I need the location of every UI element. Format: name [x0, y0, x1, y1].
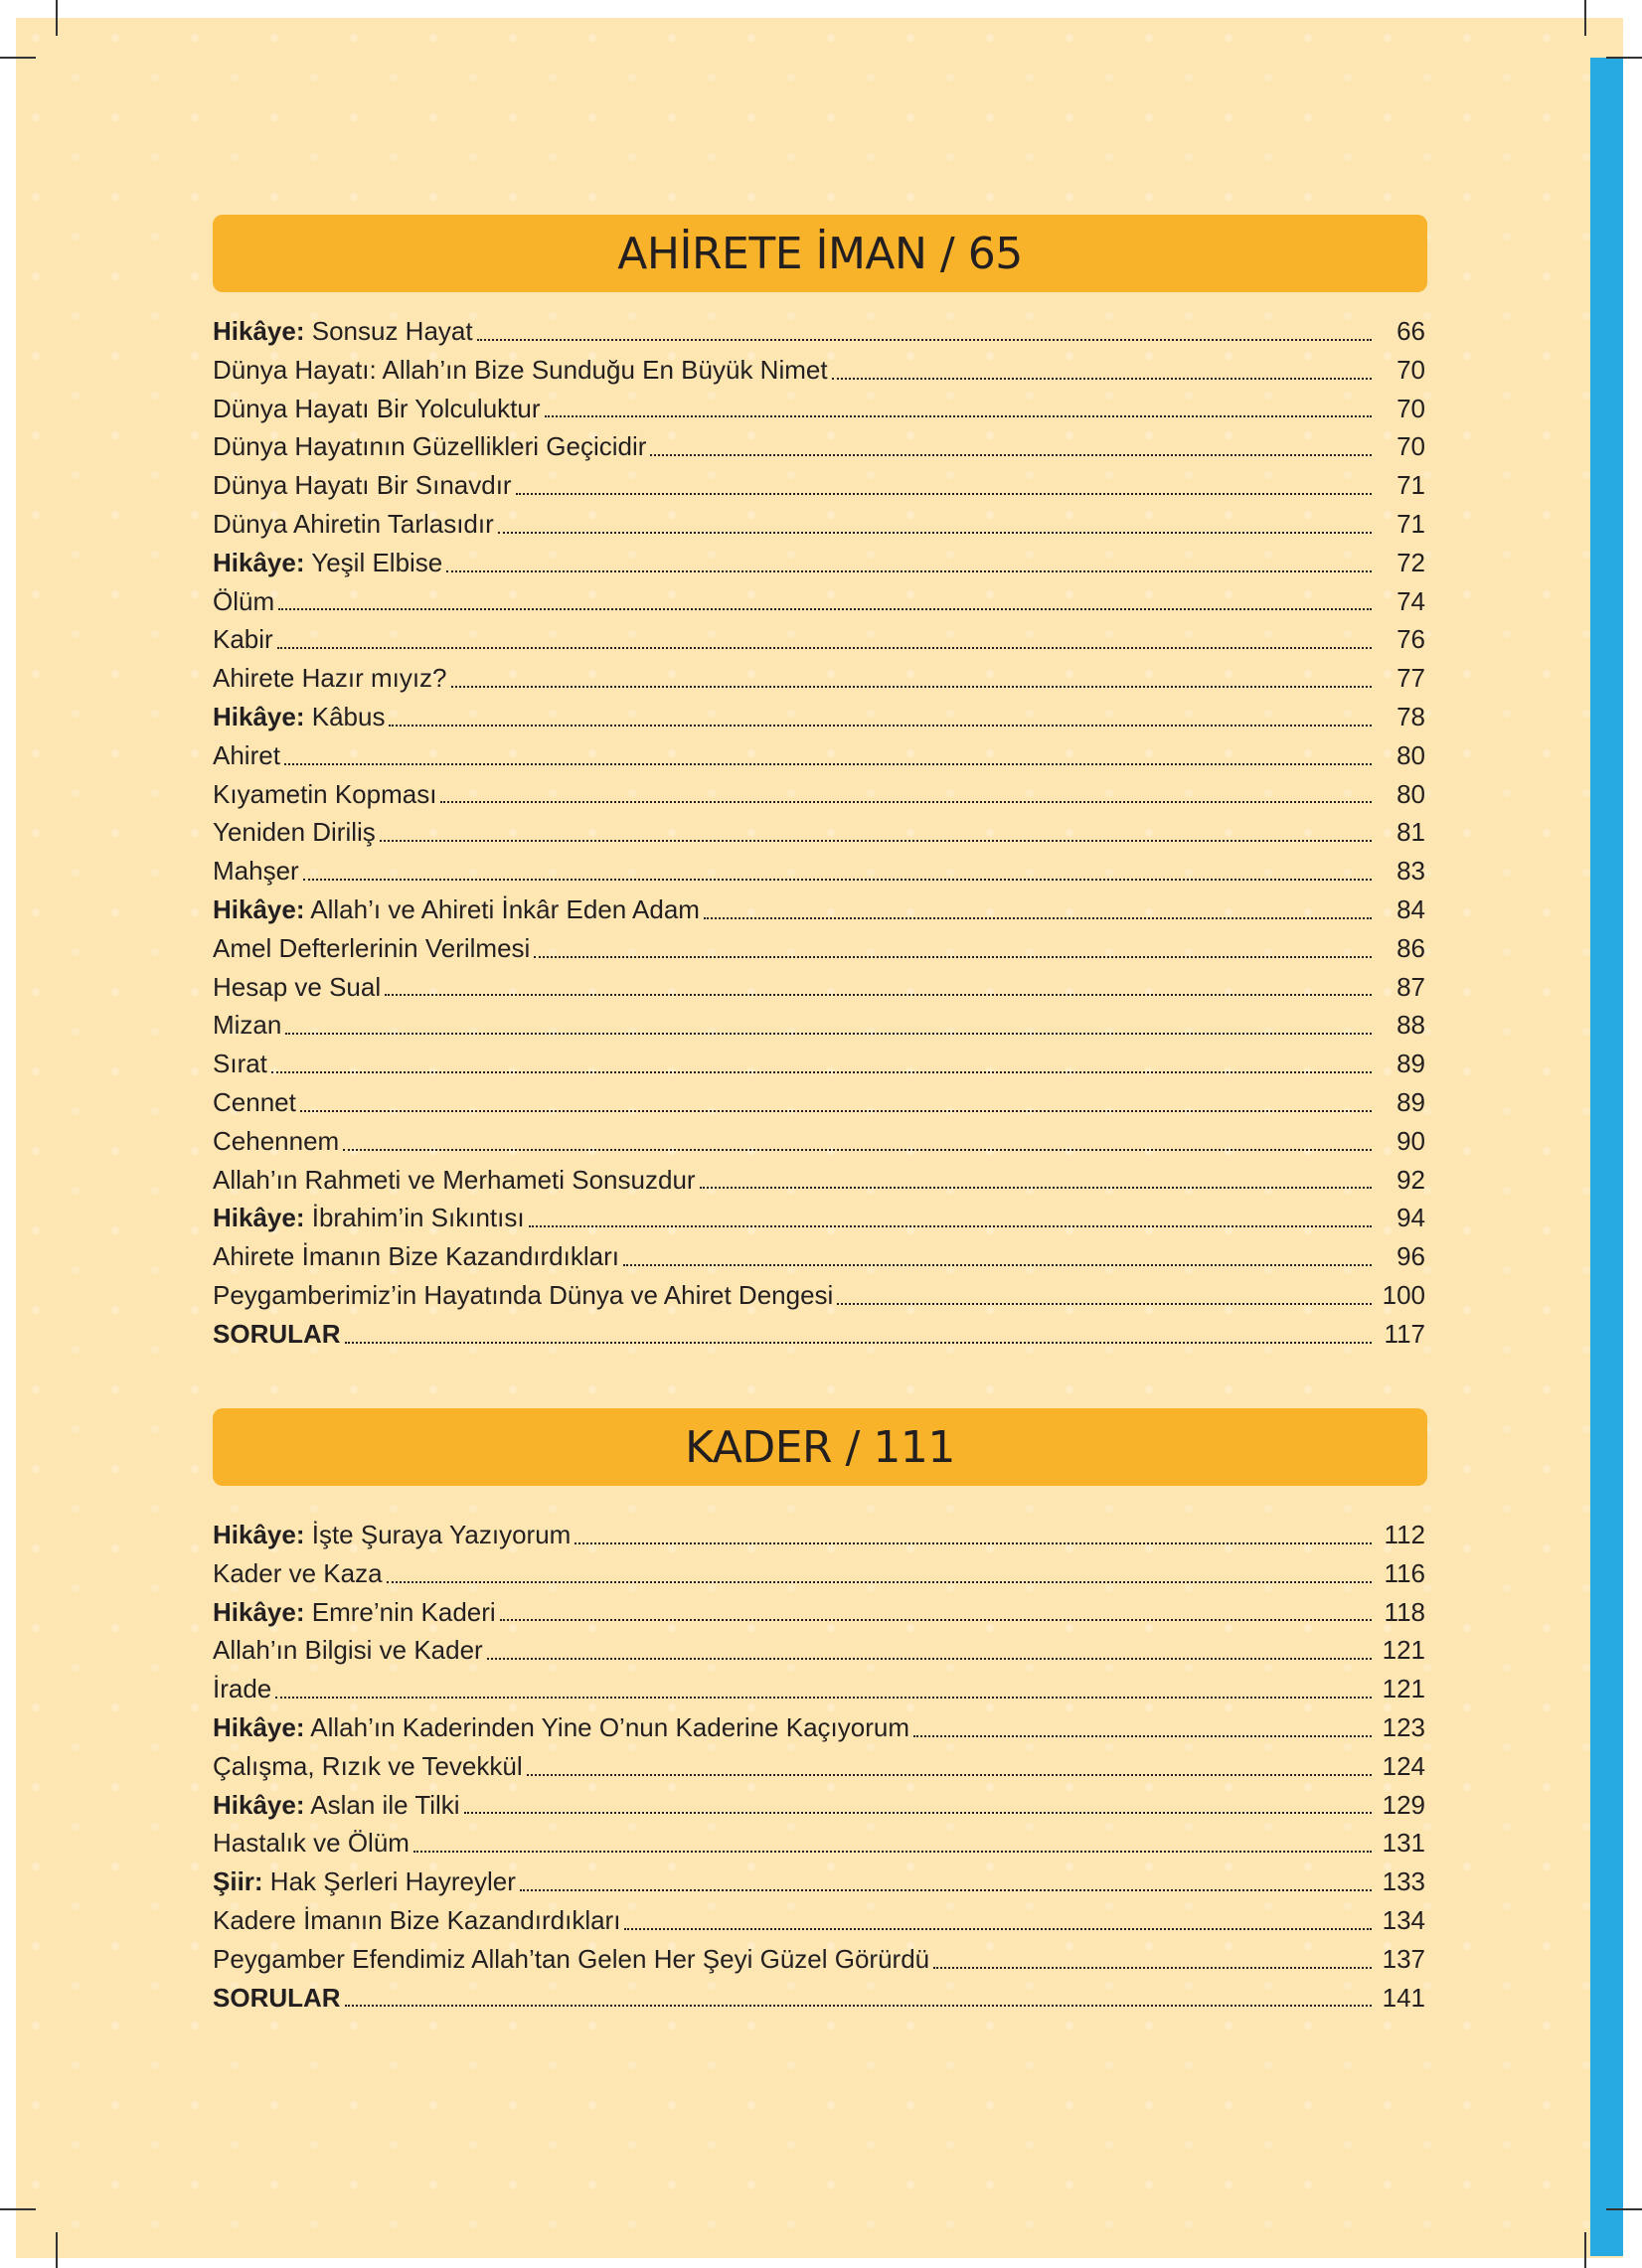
leader-dots	[451, 686, 1372, 688]
toc-entry-label	[213, 1786, 460, 1825]
toc-entry-label	[213, 891, 700, 929]
leader-dots	[277, 647, 1372, 649]
toc-entry-title: Ahirete İmanın Bize Kazandırdıkları	[213, 1241, 619, 1272]
toc-entry-page-number: 81	[1396, 817, 1425, 848]
toc-entry-title: Dünya Hayatı Bir Yolculuktur	[213, 393, 541, 423]
toc-entry-label	[213, 1516, 571, 1554]
toc-entry	[213, 1161, 1425, 1200]
toc-list-kader	[213, 1516, 1425, 2017]
toc-entry-title: Yeşil Elbise	[304, 547, 443, 577]
toc-entry-label	[213, 1122, 339, 1161]
toc-entry-label	[213, 736, 280, 775]
toc-entry-title: Ahirete Hazır mıyız?	[213, 663, 447, 694]
toc-entry-title: Sonsuz Hayat	[304, 316, 473, 346]
toc-entry-title: Mahşer	[213, 856, 299, 887]
toc-entry-title: Sırat	[213, 1049, 267, 1079]
toc-entry-label	[213, 968, 381, 1007]
toc-entry-page-number: 131	[1382, 1828, 1425, 1859]
toc-entry-label	[213, 1631, 483, 1670]
leader-dots	[527, 1774, 1372, 1776]
toc-entry	[213, 1276, 1425, 1315]
toc-entry	[213, 736, 1425, 775]
toc-entry-page-number: 134	[1382, 1904, 1425, 1935]
toc-entry	[213, 390, 1425, 428]
toc-entry-label	[213, 312, 473, 351]
leader-dots	[345, 1342, 1372, 1344]
toc-entry-title: Amel Defterlerinin Verilmesi	[213, 932, 531, 963]
crop-mark	[0, 2208, 36, 2210]
toc-entry	[213, 351, 1425, 390]
toc-entry	[213, 1901, 1425, 1940]
toc-entry-title: Emre’nin Kaderi	[304, 1596, 496, 1627]
toc-entry-title: Ahiret	[213, 739, 280, 770]
leader-dots	[623, 1264, 1372, 1266]
toc-entry-prefix: Hikâye:	[213, 1203, 305, 1233]
toc-entry-prefix: Hikâye:	[213, 1520, 305, 1549]
leader-dots	[529, 1225, 1372, 1227]
toc-entry-page-number: 123	[1382, 1711, 1425, 1742]
toc-entry-page-number: 96	[1396, 1241, 1425, 1272]
toc-entry-prefix: Hikâye:	[213, 316, 305, 346]
toc-entry	[213, 582, 1425, 621]
toc-entry-page-number: 117	[1384, 1318, 1425, 1349]
leader-dots	[285, 1033, 1372, 1035]
toc-entry-label	[213, 1940, 929, 1979]
toc-entry-label	[213, 1708, 909, 1747]
leader-dots	[464, 1812, 1372, 1814]
toc-entry-title: Peygamberimiz’in Hayatında Dünya ve Ahiret Dengesi	[213, 1279, 834, 1310]
toc-entry-title: Yeniden Diriliş	[213, 817, 376, 848]
section-title: KADER / 111	[685, 1421, 955, 1473]
toc-entry-page-number: 88	[1396, 1010, 1425, 1041]
toc-entry-prefix: Hikâye:	[213, 1711, 305, 1742]
toc-entry-title: Çalışma, Rızık ve Tevekkül	[213, 1750, 523, 1781]
toc-entry-title: Mizan	[213, 1010, 282, 1041]
toc-entry-page-number: 71	[1396, 508, 1425, 539]
toc-entry-page-number: 72	[1396, 547, 1425, 577]
leader-dots	[624, 1928, 1372, 1930]
toc-entry-label	[213, 813, 376, 852]
toc-entry-label	[213, 390, 541, 428]
toc-entry	[213, 427, 1425, 466]
section-title: AHİRETE İMAN / 65	[617, 228, 1023, 279]
toc-entry	[213, 1122, 1425, 1161]
toc-entry-label	[213, 582, 274, 621]
leader-dots	[345, 2005, 1372, 2007]
toc-entry-title: Ölüm	[213, 585, 275, 616]
toc-entry-title: Cennet	[213, 1086, 296, 1117]
toc-entry-page-number: 77	[1396, 663, 1425, 694]
toc-entry	[213, 1237, 1425, 1276]
leader-dots	[278, 608, 1372, 610]
toc-entry-page-number: 112	[1384, 1520, 1425, 1549]
toc-entry-label	[213, 1045, 267, 1083]
crop-mark	[56, 0, 58, 36]
toc-entry	[213, 968, 1425, 1007]
leader-dots	[516, 493, 1372, 495]
toc-entry	[213, 1940, 1425, 1979]
toc-entry	[213, 891, 1425, 929]
toc-entry	[213, 698, 1425, 736]
leader-dots	[387, 1581, 1372, 1583]
toc-entry-page-number: 76	[1396, 624, 1425, 655]
leader-dots	[284, 763, 1372, 765]
toc-entry	[213, 1824, 1425, 1863]
toc-entry-page-number: 66	[1396, 316, 1425, 346]
toc-entry-label	[213, 659, 447, 698]
toc-entry	[213, 505, 1425, 544]
leader-dots	[913, 1735, 1372, 1737]
toc-entry-label	[213, 1276, 833, 1315]
toc-entry-page-number: 80	[1396, 739, 1425, 770]
toc-entry-title: İbrahim’in Sıkıntısı	[304, 1203, 525, 1233]
toc-entry	[213, 1670, 1425, 1708]
toc-entry-label	[213, 505, 494, 544]
toc-entry-page-number: 89	[1396, 1086, 1425, 1117]
leader-dots	[380, 840, 1372, 842]
toc-entry-title: Kıyametin Kopması	[213, 778, 437, 809]
toc-entry-prefix: SORULAR	[213, 1982, 341, 2013]
toc-entry	[213, 620, 1425, 659]
toc-entry-page-number: 70	[1396, 431, 1425, 462]
toc-entry-page-number: 94	[1396, 1203, 1425, 1233]
toc-entry-title: Allah’ın Kaderinden Yine O’nun Kaderine Kaçıyorum	[304, 1711, 909, 1742]
leader-dots	[275, 1697, 1372, 1699]
toc-entry	[213, 1863, 1425, 1901]
leader-dots	[520, 1889, 1372, 1891]
toc-entry-title: Dünya Ahiretin Tarlasıdır	[213, 508, 494, 539]
leader-dots	[303, 879, 1372, 881]
toc-entry	[213, 1554, 1425, 1593]
toc-entry-title: Cehennem	[213, 1125, 340, 1156]
toc-entry-label	[213, 1593, 496, 1632]
toc-entry	[213, 544, 1425, 582]
toc-entry-page-number: 129	[1382, 1789, 1425, 1820]
leader-dots	[389, 725, 1372, 727]
toc-entry-page-number: 84	[1396, 893, 1425, 924]
toc-entry-title: Hastalık ve Ölüm	[213, 1828, 410, 1859]
toc-entry-title: Peygamber Efendimiz Allah’tan Gelen Her Şeyi Güzel Görürdü	[213, 1943, 930, 1974]
toc-entry-title: Kabir	[213, 624, 273, 655]
toc-entry-label	[213, 1006, 281, 1045]
toc-entry-title: Allah’ı ve Ahireti İnkâr Eden Adam	[304, 893, 700, 924]
section-header-kader	[213, 1408, 1427, 1486]
toc-entry-label	[213, 466, 512, 505]
leader-dots	[545, 415, 1372, 417]
toc-list-ahirete-iman	[213, 312, 1425, 1354]
leader-dots	[271, 1071, 1372, 1073]
toc-entry-label	[213, 1901, 620, 1940]
toc-entry-page-number: 71	[1396, 470, 1425, 501]
toc-entry-page-number: 118	[1384, 1596, 1425, 1627]
toc-entry-page-number: 70	[1396, 393, 1425, 423]
toc-entry-label	[213, 1161, 696, 1200]
toc-entry	[213, 466, 1425, 505]
toc-entry	[213, 659, 1425, 698]
toc-entry-prefix: Hikâye:	[213, 893, 305, 924]
toc-entry-title: İşte Şuraya Yazıyorum	[304, 1520, 572, 1549]
toc-entry-label	[213, 1747, 523, 1786]
toc-entry-label	[213, 852, 299, 891]
toc-entry-title: Kader ve Kaza	[213, 1557, 383, 1588]
toc-entry-label	[213, 1824, 410, 1863]
toc-entry	[213, 1747, 1425, 1786]
toc-entry-page-number: 92	[1396, 1164, 1425, 1195]
toc-entry-page-number: 87	[1396, 971, 1425, 1002]
toc-entry-prefix: SORULAR	[213, 1318, 341, 1349]
leader-dots	[534, 956, 1372, 958]
toc-entry-page-number: 83	[1396, 856, 1425, 887]
toc-entry-page-number: 74	[1396, 585, 1425, 616]
toc-entry-title: Dünya Hayatı Bir Sınavdır	[213, 470, 512, 501]
toc-entry	[213, 1045, 1425, 1083]
toc-entry-page-number: 116	[1384, 1557, 1425, 1588]
crop-mark	[1606, 2208, 1642, 2210]
toc-entry	[213, 1315, 1425, 1354]
toc-entry-label	[213, 1670, 271, 1708]
toc-entry	[213, 312, 1425, 351]
toc-entry-label	[213, 1199, 525, 1237]
toc-entry-page-number: 100	[1382, 1279, 1425, 1310]
leader-dots	[837, 1303, 1372, 1305]
toc-entry-page-number: 80	[1396, 778, 1425, 809]
toc-entry-page-number: 78	[1396, 701, 1425, 731]
section-header-ahirete-iman	[213, 215, 1427, 292]
toc-entry-page-number: 70	[1396, 354, 1425, 385]
page-edge-strip	[1590, 58, 1623, 2256]
crop-mark	[1606, 57, 1642, 59]
leader-dots	[413, 1851, 1372, 1853]
leader-dots	[500, 1619, 1372, 1621]
leader-dots	[933, 1967, 1372, 1969]
toc-entry-label	[213, 1237, 619, 1276]
toc-entry-label	[213, 427, 646, 466]
leader-dots	[477, 339, 1372, 341]
toc-entry-prefix: Hikâye:	[213, 547, 305, 577]
crop-mark	[0, 57, 36, 59]
toc-entry-label	[213, 351, 828, 390]
toc-entry-label	[213, 1554, 383, 1593]
toc-entry	[213, 1199, 1425, 1237]
toc-entry-label	[213, 929, 530, 968]
toc-entry-prefix: Hikâye:	[213, 1789, 305, 1820]
toc-entry-title: İrade	[213, 1674, 272, 1704]
leader-dots	[704, 917, 1372, 919]
toc-entry-label	[213, 620, 273, 659]
toc-entry	[213, 929, 1425, 968]
toc-entry-title: Dünya Hayatı: Allah’ın Bize Sunduğu En Büyük Nimet	[213, 354, 828, 385]
toc-entry	[213, 1786, 1425, 1825]
leader-dots	[300, 1110, 1372, 1112]
toc-entry	[213, 1631, 1425, 1670]
toc-entry-page-number: 121	[1382, 1635, 1425, 1666]
crop-mark	[1584, 2232, 1586, 2268]
toc-entry	[213, 852, 1425, 891]
toc-entry-title: Aslan ile Tilki	[304, 1789, 460, 1820]
toc-entry	[213, 1979, 1425, 2018]
toc-entry-page-number: 137	[1382, 1943, 1425, 1974]
toc-entry-label	[213, 1863, 516, 1901]
leader-dots	[650, 454, 1372, 456]
toc-entry-label	[213, 1315, 341, 1354]
toc-entry	[213, 775, 1425, 814]
toc-entry-title: Allah’ın Bilgisi ve Kader	[213, 1635, 483, 1666]
toc-entry-prefix: Hikâye:	[213, 1596, 305, 1627]
leader-dots	[385, 994, 1372, 996]
toc-entry-title: Hak Şerleri Hayreyler	[262, 1866, 516, 1897]
leader-dots	[832, 378, 1372, 380]
crop-mark	[56, 2232, 58, 2268]
toc-entry-title: Dünya Hayatının Güzellikleri Geçicidir	[213, 431, 647, 462]
toc-entry-page-number: 89	[1396, 1049, 1425, 1079]
toc-entry-title: Allah’ın Rahmeti ve Merhameti Sonsuzdur	[213, 1164, 696, 1195]
toc-entry-label	[213, 1979, 341, 2018]
toc-entry	[213, 1593, 1425, 1632]
toc-entry-page-number: 86	[1396, 932, 1425, 963]
toc-entry-page-number: 121	[1382, 1674, 1425, 1704]
toc-entry-label	[213, 698, 385, 736]
leader-dots	[575, 1542, 1372, 1544]
leader-dots	[498, 532, 1372, 534]
leader-dots	[446, 570, 1372, 572]
toc-entry-title: Kâbus	[304, 701, 386, 731]
toc-entry-prefix: Hikâye:	[213, 701, 305, 731]
toc-entry-page-number: 133	[1382, 1866, 1425, 1897]
toc-entry-title: Kadere İmanın Bize Kazandırdıkları	[213, 1904, 621, 1935]
crop-mark	[1584, 0, 1586, 36]
toc-entry-label	[213, 775, 436, 814]
toc-entry	[213, 1083, 1425, 1122]
toc-entry-title: Hesap ve Sual	[213, 971, 382, 1002]
toc-entry-prefix: Şiir:	[213, 1866, 263, 1897]
leader-dots	[440, 801, 1372, 803]
toc-entry-page-number: 90	[1396, 1125, 1425, 1156]
leader-dots	[700, 1187, 1372, 1189]
toc-entry	[213, 1006, 1425, 1045]
toc-entry	[213, 1516, 1425, 1554]
toc-entry-label	[213, 544, 442, 582]
toc-entry-label	[213, 1083, 296, 1122]
leader-dots	[343, 1149, 1372, 1151]
leader-dots	[487, 1658, 1372, 1660]
toc-entry-page-number: 141	[1382, 1982, 1425, 2013]
toc-entry	[213, 813, 1425, 852]
toc-entry-page-number: 124	[1382, 1750, 1425, 1781]
toc-entry	[213, 1708, 1425, 1747]
